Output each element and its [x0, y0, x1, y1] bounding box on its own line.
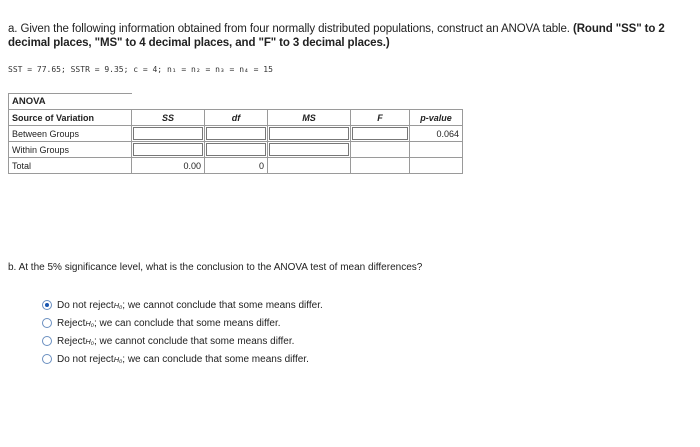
radio-icon[interactable]	[42, 336, 52, 346]
total-f-empty	[351, 158, 410, 174]
question-a-instruction: (Round "SS" to 2 decimal places, "MS" to 4 decimal places, and "F" to 3 decimal places.)	[8, 23, 665, 49]
within-ms-input[interactable]	[268, 142, 351, 158]
row-label-total: Total	[9, 158, 132, 174]
option-reject-can[interactable]: Reject H₀ ; we can conclude that some means differ.	[42, 314, 323, 332]
radio-icon[interactable]	[42, 318, 52, 328]
between-f-input[interactable]	[351, 126, 410, 142]
header-df: df	[205, 110, 268, 126]
radio-icon[interactable]	[42, 354, 52, 364]
question-a-prefix: a. Given the following information obtained from four normally distributed populations, construct an ANOVA table.	[8, 23, 570, 35]
between-df-input[interactable]	[205, 126, 268, 142]
table-title: ANOVA	[9, 94, 132, 110]
question-b-text: b. At the 5% significance level, what is the conclusion to the ANOVA test of mean differences?	[8, 262, 423, 273]
header-ms: MS	[268, 110, 351, 126]
option-do-not-reject-can[interactable]: Do not reject H₀ ; we can conclude that some means differ.	[42, 350, 323, 368]
within-f-empty	[351, 142, 410, 158]
option-do-not-reject-cannot[interactable]: Do not reject H₀ ; we cannot conclude that some means differ.	[42, 296, 323, 314]
header-p-value: p-value	[410, 110, 463, 126]
between-ms-input[interactable]	[268, 126, 351, 142]
total-df-value: 0	[205, 158, 268, 174]
between-ss-input[interactable]	[132, 126, 205, 142]
header-source: Source of Variation	[9, 110, 132, 126]
total-ss-value: 0.00	[132, 158, 205, 174]
row-label-within: Within Groups	[9, 142, 132, 158]
within-ss-input[interactable]	[132, 142, 205, 158]
within-df-input[interactable]	[205, 142, 268, 158]
question-a-text	[8, 22, 688, 50]
anova-table	[8, 93, 463, 174]
table-row	[9, 158, 463, 174]
answer-options	[42, 296, 323, 368]
row-label-between: Between Groups	[9, 126, 132, 142]
radio-selected-icon[interactable]	[42, 300, 52, 310]
table-row	[9, 126, 463, 142]
header-ss: SS	[132, 110, 205, 126]
total-ms-empty	[268, 158, 351, 174]
header-f: F	[351, 110, 410, 126]
option-reject-cannot[interactable]: Reject H₀ ; we cannot conclude that some means differ.	[42, 332, 323, 350]
within-p-empty	[410, 142, 463, 158]
between-p-value: 0.064	[410, 126, 463, 142]
total-p-empty	[410, 158, 463, 174]
given-info: SST = 77.65; SSTR = 9.35; c = 4; n₁ = n₂ = n₃ = n₄ = 15	[8, 65, 273, 74]
table-row	[9, 142, 463, 158]
